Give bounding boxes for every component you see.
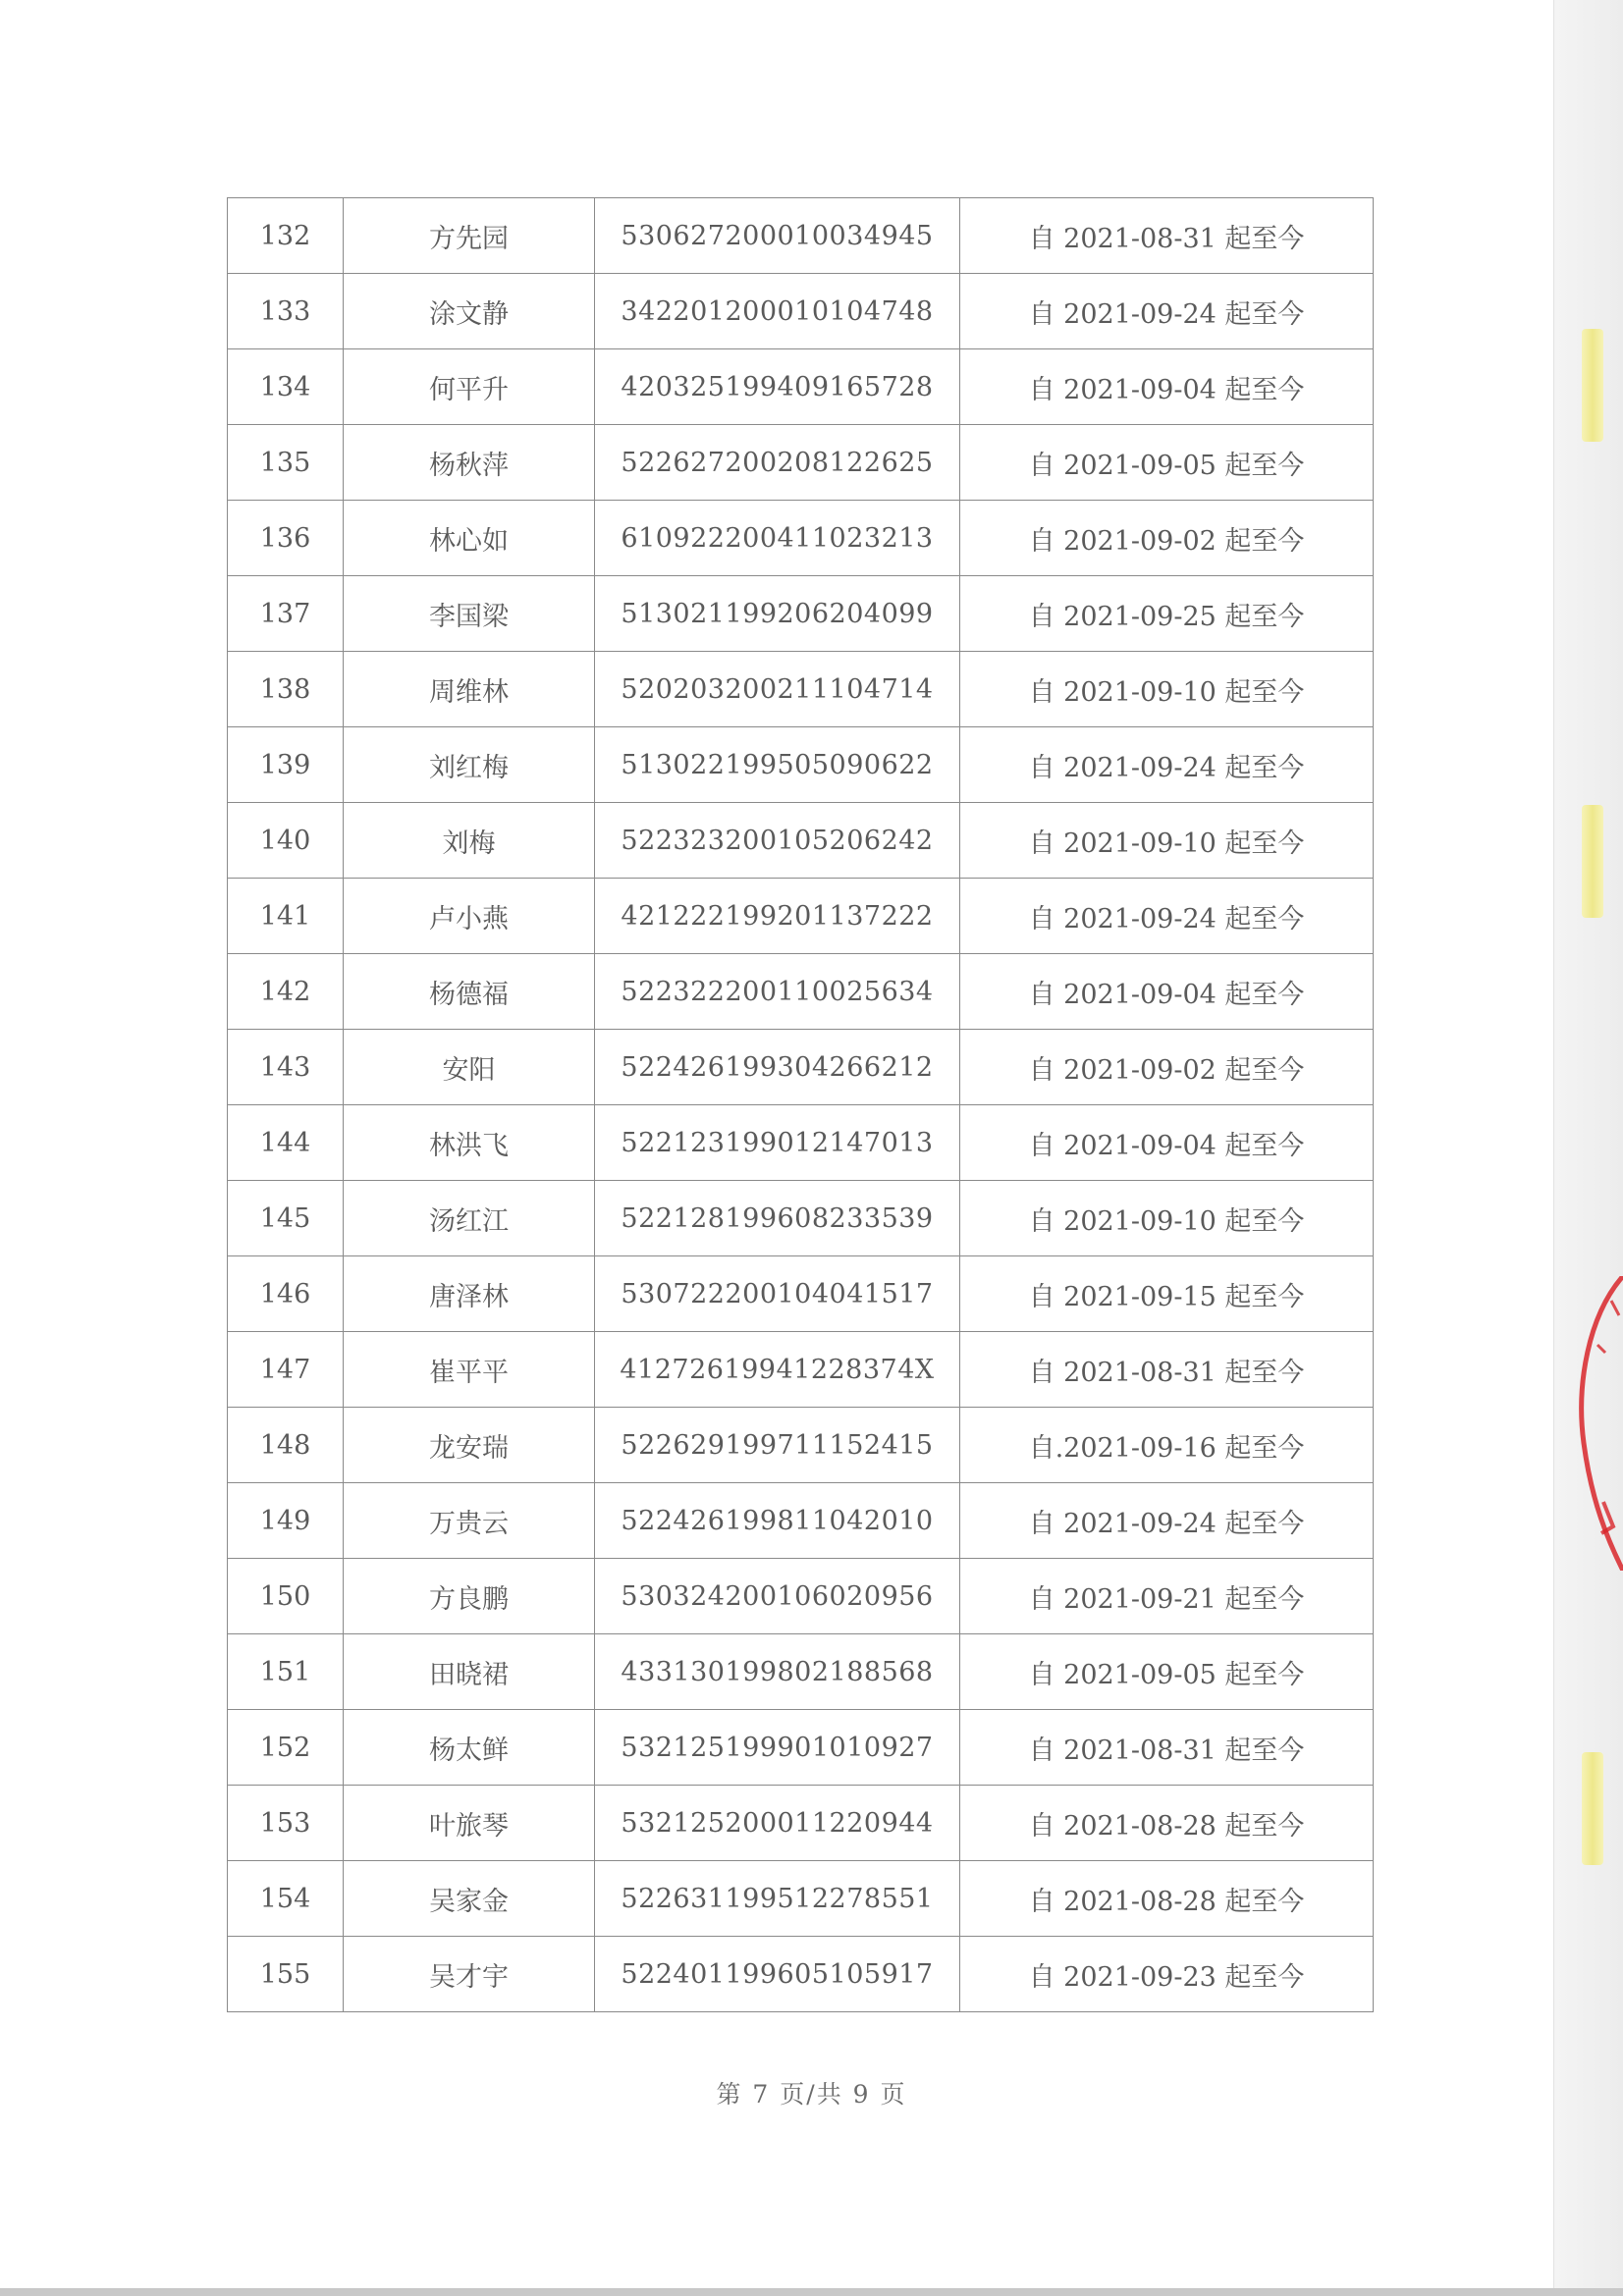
row-name: 何平升 [344,349,595,425]
table-row [228,425,1374,501]
row-index: 133 [228,274,344,349]
row-index: 154 [228,1861,344,1937]
highlighter-mark [1582,1752,1603,1865]
row-period: 自 2021-09-02 起至今 [960,501,1374,576]
table-row [228,1181,1374,1256]
row-id-number: 421222199201137222 [595,879,960,954]
row-id-number: 522123199012147013 [595,1105,960,1181]
row-index: 132 [228,198,344,274]
row-period: 自 2021-09-10 起至今 [960,803,1374,879]
table-row [228,1861,1374,1937]
row-name: 刘红梅 [344,727,595,803]
table-row [228,1937,1374,2012]
row-period: 自 2021-09-04 起至今 [960,349,1374,425]
row-period: 自 2021-09-04 起至今 [960,1105,1374,1181]
row-index: 146 [228,1256,344,1332]
row-name: 叶旅琴 [344,1786,595,1861]
row-name: 吴才宇 [344,1937,595,2012]
row-index: 152 [228,1710,344,1786]
row-period: 自 2021-08-28 起至今 [960,1861,1374,1937]
row-id-number: 433130199802188568 [595,1634,960,1710]
row-period: 自 2021-09-05 起至今 [960,425,1374,501]
row-id-number: 520203200211104714 [595,652,960,727]
row-name: 林洪飞 [344,1105,595,1181]
row-name: 杨太鲜 [344,1710,595,1786]
row-id-number: 530324200106020956 [595,1559,960,1634]
table-row [228,274,1374,349]
row-period: 自 2021-09-10 起至今 [960,1181,1374,1256]
row-name: 方先园 [344,198,595,274]
row-index: 143 [228,1030,344,1105]
row-id-number: 522401199605105917 [595,1937,960,2012]
highlighter-mark [1582,805,1603,918]
row-id-number: 522426199811042010 [595,1483,960,1559]
table-row [228,198,1374,274]
row-id-number: 513022199505090622 [595,727,960,803]
row-id-number: 610922200411023213 [595,501,960,576]
table-row [228,1710,1374,1786]
row-index: 136 [228,501,344,576]
records-table-body [228,198,1374,2012]
row-name: 涂文静 [344,274,595,349]
row-name: 卢小燕 [344,879,595,954]
row-index: 138 [228,652,344,727]
table-row [228,349,1374,425]
row-id-number: 532125200011220944 [595,1786,960,1861]
row-index: 155 [228,1937,344,2012]
table-row [228,1483,1374,1559]
row-name: 林心如 [344,501,595,576]
row-id-number: 532125199901010927 [595,1710,960,1786]
highlighter-mark [1582,329,1603,442]
row-name: 杨秋萍 [344,425,595,501]
row-period: 自 2021-09-02 起至今 [960,1030,1374,1105]
row-index: 151 [228,1634,344,1710]
row-period: 自.2021-09-16 起至今 [960,1408,1374,1483]
row-period: 自 2021-09-24 起至今 [960,274,1374,349]
row-index: 140 [228,803,344,879]
table-row [228,576,1374,652]
row-period: 自 2021-09-10 起至今 [960,652,1374,727]
row-name: 刘梅 [344,803,595,879]
row-index: 141 [228,879,344,954]
row-id-number: 420325199409165728 [595,349,960,425]
row-id-number: 522128199608233539 [595,1181,960,1256]
row-period: 自 2021-09-24 起至今 [960,727,1374,803]
records-table [227,197,1374,2012]
row-id-number: 41272619941228374X [595,1332,960,1408]
table-row [228,1256,1374,1332]
table-row [228,1332,1374,1408]
table-row [228,652,1374,727]
row-id-number: 530722200104041517 [595,1256,960,1332]
table-row [228,1559,1374,1634]
row-id-number: 522322200110025634 [595,954,960,1030]
row-id-number: 522627200208122625 [595,425,960,501]
row-period: 自 2021-09-21 起至今 [960,1559,1374,1634]
row-index: 139 [228,727,344,803]
row-period: 自 2021-08-28 起至今 [960,1786,1374,1861]
table-row [228,1634,1374,1710]
row-period: 自 2021-09-25 起至今 [960,576,1374,652]
row-period: 自 2021-09-15 起至今 [960,1256,1374,1332]
row-name: 万贵云 [344,1483,595,1559]
row-index: 153 [228,1786,344,1861]
row-index: 149 [228,1483,344,1559]
row-name: 李国梁 [344,576,595,652]
row-index: 148 [228,1408,344,1483]
row-id-number: 522629199711152415 [595,1408,960,1483]
row-name: 田晓裙 [344,1634,595,1710]
table-row [228,727,1374,803]
row-index: 137 [228,576,344,652]
page-number: 第 7 页/共 9 页 [716,2080,907,2109]
row-name: 崔平平 [344,1332,595,1408]
row-period: 自 2021-09-24 起至今 [960,879,1374,954]
row-name: 周维林 [344,652,595,727]
table-row [228,501,1374,576]
row-period: 自 2021-09-05 起至今 [960,1634,1374,1710]
row-name: 唐泽林 [344,1256,595,1332]
row-index: 147 [228,1332,344,1408]
row-id-number: 522631199512278551 [595,1861,960,1937]
row-name: 安阳 [344,1030,595,1105]
table-row [228,803,1374,879]
row-period: 自 2021-08-31 起至今 [960,1332,1374,1408]
row-name: 吴家金 [344,1861,595,1937]
row-name: 方良鹏 [344,1559,595,1634]
table-row [228,954,1374,1030]
table-row [228,1408,1374,1483]
row-index: 135 [228,425,344,501]
row-index: 145 [228,1181,344,1256]
row-index: 144 [228,1105,344,1181]
table-row [228,1030,1374,1105]
row-id-number: 530627200010034945 [595,198,960,274]
scan-bottom-edge [0,2288,1623,2296]
table-row [228,1105,1374,1181]
row-id-number: 522323200105206242 [595,803,960,879]
row-name: 汤红江 [344,1181,595,1256]
table-row [228,879,1374,954]
row-index: 142 [228,954,344,1030]
row-index: 134 [228,349,344,425]
row-index: 150 [228,1559,344,1634]
row-id-number: 513021199206204099 [595,576,960,652]
row-period: 自 2021-08-31 起至今 [960,1710,1374,1786]
row-period: 自 2021-08-31 起至今 [960,198,1374,274]
row-id-number: 522426199304266212 [595,1030,960,1105]
row-period: 自 2021-09-24 起至今 [960,1483,1374,1559]
row-period: 自 2021-09-23 起至今 [960,1937,1374,2012]
row-period: 自 2021-09-04 起至今 [960,954,1374,1030]
red-seal-fragment [1554,1276,1623,1571]
row-id-number: 342201200010104748 [595,274,960,349]
row-name: 杨德福 [344,954,595,1030]
row-name: 龙安瑞 [344,1408,595,1483]
table-row [228,1786,1374,1861]
